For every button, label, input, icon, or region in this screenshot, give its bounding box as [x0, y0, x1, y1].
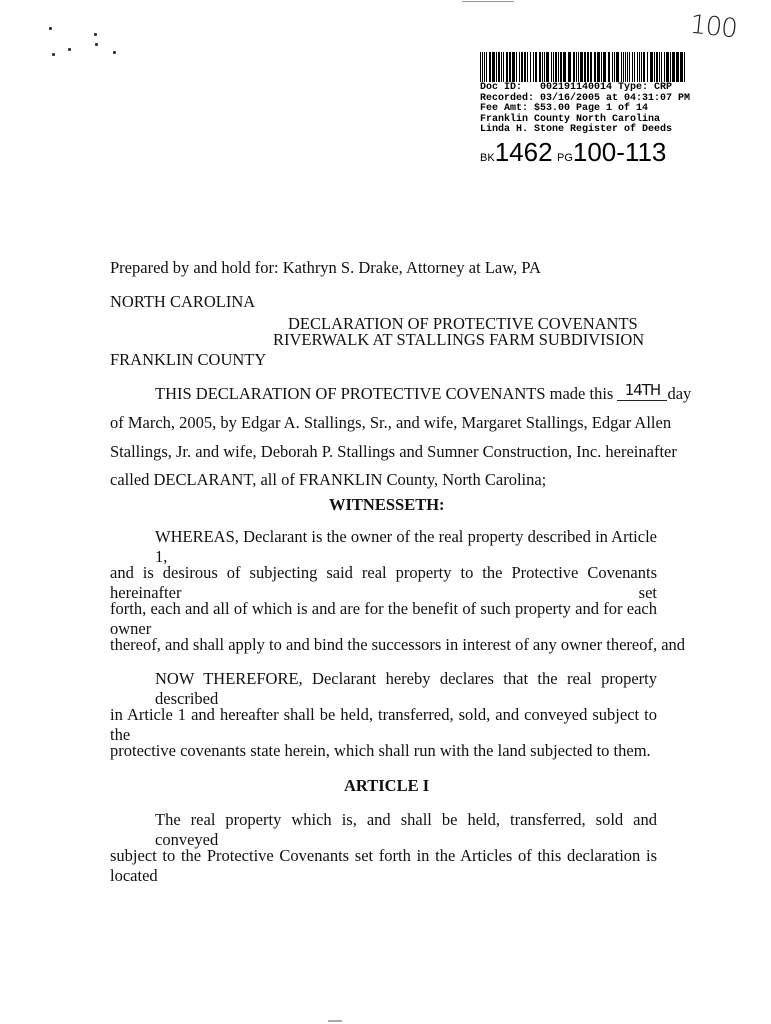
- barcode-bar: [661, 52, 662, 82]
- barcode-bar: [503, 52, 504, 82]
- barcode-bar: [512, 52, 515, 82]
- page-range: 100-113: [572, 136, 667, 167]
- barcode-bar: [560, 52, 562, 82]
- barcode-bar: [544, 52, 545, 82]
- stamp-recorded: Recorded: 03/16/2005 at 04:31:07 PM: [480, 92, 691, 104]
- document-title: DECLARATION OF PROTECTIVE COVENANTS: [288, 314, 638, 333]
- article-line-2: subject to the Protective Covenants set forth in the Articles of this declaration is located: [110, 846, 657, 885]
- barcode-bar: [643, 52, 645, 82]
- barcode-bar: [580, 52, 583, 82]
- barcode-icon: [480, 52, 690, 82]
- stamp-text: [480, 83, 692, 136]
- barcode-bar: [590, 52, 592, 82]
- barcode-bar: [524, 52, 526, 82]
- stamp-county: Franklin County North Carolina: [480, 113, 661, 125]
- barcode-bar: [516, 52, 517, 82]
- barcode-bar: [489, 52, 491, 82]
- scan-speck: [94, 33, 97, 36]
- intro-line-1: [155, 381, 692, 405]
- scan-speck: [113, 51, 116, 54]
- barcode-bar: [501, 52, 502, 82]
- barcode-bar: [484, 52, 485, 82]
- scan-artifact-line: [328, 1020, 342, 1022]
- scan-artifact-line: [462, 1, 514, 2]
- barcode-bar: [664, 52, 665, 82]
- barcode-bar: [573, 52, 575, 82]
- barcode-bar: [601, 52, 602, 82]
- barcode-bar: [506, 52, 508, 82]
- barcode-bar: [666, 52, 669, 82]
- whereas-line-3: forth, each and all of which is and are for the benefit of such property and for each owner: [110, 599, 657, 638]
- barcode-bar: [486, 52, 487, 82]
- barcode-bar: [498, 52, 500, 82]
- now-therefore-line-3: protective covenants state herein, which shall run with the land subjected to them.: [110, 741, 651, 760]
- barcode-bar: [632, 52, 633, 82]
- barcode-bar: [533, 52, 534, 82]
- barcode-bar: [637, 52, 638, 82]
- barcode-bar: [480, 52, 481, 82]
- bk-label: BK: [480, 151, 495, 164]
- barcode-bar: [627, 52, 628, 82]
- book-number: 1462: [494, 136, 553, 167]
- barcode-bar: [553, 52, 554, 82]
- barcode-bar: [676, 52, 679, 82]
- barcode-bar: [539, 52, 541, 82]
- barcode-bar: [509, 52, 511, 82]
- barcode-bar: [672, 52, 675, 82]
- barcode-bar: [612, 52, 613, 82]
- barcode-bar: [616, 52, 619, 82]
- stamp-doc-id: Doc ID: 002191140014 Type: CRP: [480, 82, 673, 93]
- scan-speck: [95, 43, 98, 46]
- barcode-bar: [578, 52, 579, 82]
- whereas-line-4: thereof, and shall apply to and bind the successors in interest of any owner thereof, and: [110, 635, 686, 654]
- barcode-bar: [614, 52, 615, 82]
- barcode-bar: [555, 52, 557, 82]
- barcode-bar: [535, 52, 537, 82]
- barcode-bar: [519, 52, 520, 82]
- barcode-bar: [568, 52, 571, 82]
- state-label: NORTH CAROLINA: [110, 292, 256, 311]
- intro-line-2: of March, 2005, by Edgar A. Stallings, Sr., and wife, Margaret Stallings, Edgar Allen: [110, 413, 672, 432]
- barcode-bar: [625, 52, 626, 82]
- barcode-bar: [597, 52, 600, 82]
- witnesseth-heading: WITNESSETH:: [329, 495, 445, 514]
- barcode-bar: [608, 52, 610, 82]
- barcode-bar: [659, 52, 660, 82]
- barcode-bar: [634, 52, 635, 82]
- barcode-bar: [492, 52, 495, 82]
- barcode-bar: [563, 52, 566, 82]
- barcode-bar: [639, 52, 640, 82]
- barcode-bar: [650, 52, 653, 82]
- now-therefore-line-2: in Article 1 and hereafter shall be held, transferred, sold, and conveyed subject to the: [110, 705, 657, 744]
- barcode-bar: [496, 52, 497, 82]
- county-label: FRANKLIN COUNTY: [110, 350, 267, 369]
- now-therefore-line-1: NOW THEREFORE, Declarant hereby declares that the real property described: [155, 669, 657, 708]
- barcode-bar: [647, 52, 648, 82]
- barcode-bar: [576, 52, 577, 82]
- barcode-bar: [680, 52, 683, 82]
- book-page-reference: [480, 137, 692, 168]
- scan-speck: [49, 27, 52, 30]
- barcode-bar: [641, 52, 642, 82]
- intro-day-word: day: [667, 384, 692, 403]
- document-subtitle: RIVERWALK AT STALLINGS FARM SUBDIVISION: [273, 330, 645, 349]
- barcode-bar: [530, 52, 531, 82]
- barcode-bar: [542, 52, 543, 82]
- barcode-bar: [629, 52, 630, 82]
- article-heading: ARTICLE I: [344, 776, 430, 795]
- prepared-by: Prepared by and hold for: Kathryn S. Drake, Attorney at Law, PA: [110, 258, 541, 277]
- pg-label: PG: [556, 151, 573, 164]
- barcode-bar: [654, 52, 655, 82]
- handwritten-day: 14TH: [617, 380, 667, 401]
- scan-speck: [68, 48, 71, 51]
- barcode-bar: [587, 52, 589, 82]
- barcode-bar: [527, 52, 528, 82]
- barcode-bar: [551, 52, 552, 82]
- recording-stamp: [480, 52, 692, 168]
- barcode-bar: [621, 52, 622, 82]
- barcode-bar: [482, 52, 483, 82]
- scan-speck: [52, 53, 55, 56]
- barcode-bar: [558, 52, 559, 82]
- barcode-bar: [623, 52, 624, 82]
- barcode-bar: [584, 52, 586, 82]
- stamp-fee: Fee Amt: $53.00 Page 1 of 14: [480, 103, 649, 114]
- whereas-line-2: and is desirous of subjecting said real property to the Protective Covenants hereinafter set: [110, 563, 657, 602]
- stamp-register: Linda H. Stone Register of Deeds: [480, 124, 673, 135]
- handwritten-page-number: 100: [688, 9, 739, 45]
- barcode-bar: [603, 52, 606, 82]
- barcode-bar: [521, 52, 523, 82]
- whereas-line-1: WHEREAS, Declarant is the owner of the real property described in Article 1,: [155, 527, 657, 566]
- intro-line-4: called DECLARANT, all of FRANKLIN County, North Carolina;: [110, 470, 547, 489]
- article-line-1: The real property which is, and shall be held, transferred, sold and conveyed: [155, 810, 657, 849]
- intro-line-3: Stallings, Jr. and wife, Deborah P. Stallings and Sumner Construction, Inc. hereinafter: [110, 442, 677, 461]
- barcode-bar: [594, 52, 596, 82]
- barcode-bar: [670, 52, 671, 82]
- intro-text: THIS DECLARATION OF PROTECTIVE COVENANTS made this: [155, 384, 614, 403]
- barcode-bar: [684, 52, 685, 82]
- barcode-bar: [656, 52, 658, 82]
- barcode-bar: [546, 52, 549, 82]
